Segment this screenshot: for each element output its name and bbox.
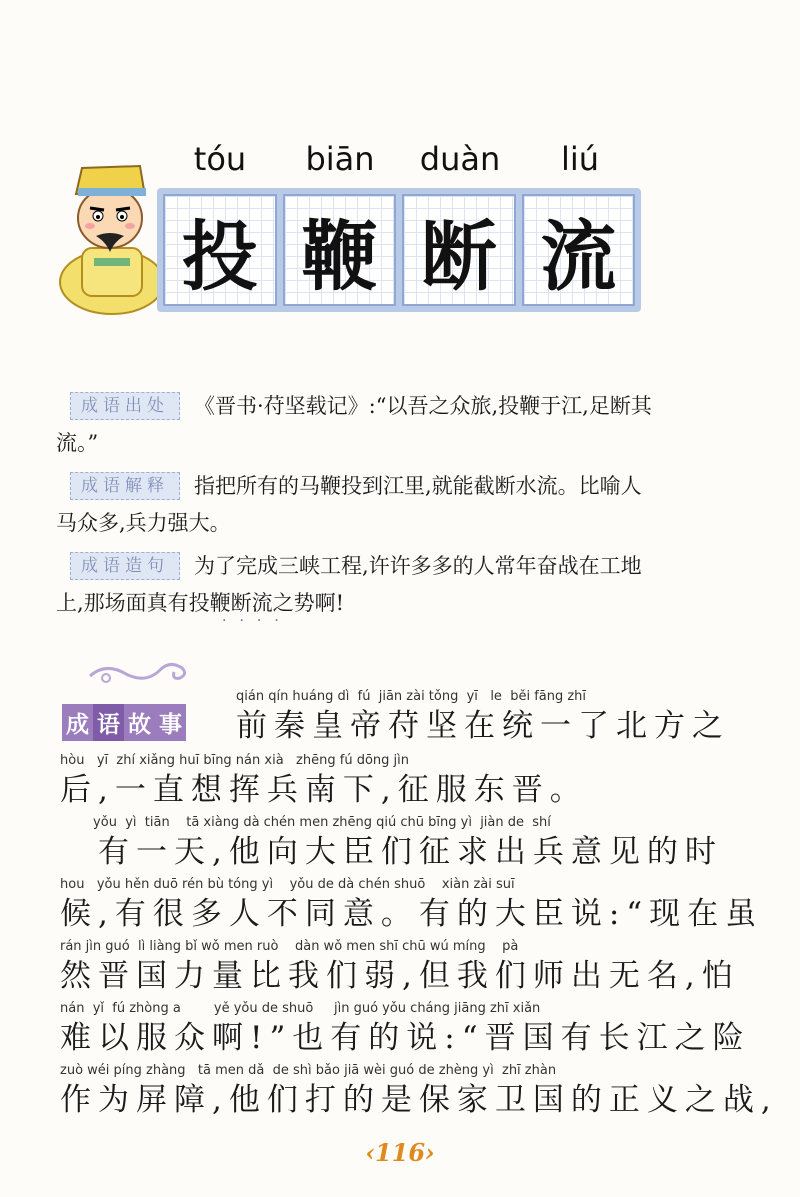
page-number-value: 116 [374, 1138, 426, 1167]
title-char: 流 [540, 211, 617, 301]
story-line [60, 1000, 751, 1058]
story-tag-char: 事 [155, 704, 186, 741]
title-pinyin-4: liú [560, 140, 600, 178]
story-line-pinyin: yǒu yì tiān tā xiàng dà chén men zhēng qiú chū bīng yì jiàn de shí [60, 815, 551, 830]
story-line-text: 前秦皇帝苻坚在统一了北方之 [236, 708, 730, 744]
emphasis-dots: ···· [222, 613, 292, 629]
story-line-text: 后,一直想挥兵南下,征服东晋。 [60, 772, 588, 808]
page-number-right-chevron-icon: › [425, 1138, 435, 1167]
story-line-pinyin: hou yǒu hěn duō rén bù tóng yì yǒu de dà chén shuō xiàn zài suī [60, 877, 515, 892]
story-line [236, 688, 730, 746]
example-tag: 成语造句 [70, 552, 180, 580]
story-line-pinyin: qián qín huáng dì fú jiān zài tǒng yī le běi fāng zhī [236, 689, 587, 704]
story-tag-char: 故 [124, 704, 155, 741]
title-pinyin [160, 140, 640, 184]
meaning-text-line2: 马众多,兵力强大。 [56, 511, 231, 535]
title-cell [163, 194, 277, 306]
story-line-pinyin: zuò wéi píng zhàng tā men dǎ de shì bǎo jiā wèi guó de zhèng yì zhī zhàn [60, 1063, 557, 1078]
idiom-example-section [56, 548, 710, 622]
example-text-line1: 为了完成三峡工程,许许多多的人常年奋战在工地 [194, 554, 642, 578]
idiom-source-section [56, 388, 710, 462]
cloud-swirl-icon [86, 654, 196, 688]
story-line-text: 难以服众啊!”也有的说:“晋国有长江之险 [60, 1020, 751, 1056]
page-number-left-chevron-icon: ‹ [365, 1138, 375, 1167]
title-char: 断 [420, 211, 497, 301]
story-line-pinyin: rán jìn guó lì liàng bǐ wǒ men ruò dàn wǒ men shī chū wú míng pà [60, 939, 519, 954]
title-pinyin-1: tóu [193, 140, 247, 178]
title-pinyin-3: duàn [419, 140, 501, 178]
title-pinyin-2: biān [305, 140, 375, 178]
title-char: 鞭 [301, 211, 378, 301]
story-line-pinyin: nán yǐ fú zhòng a yě yǒu de shuō jìn guó yǒu cháng jiāng zhī xiǎn [60, 1001, 541, 1016]
story-line-text: 有一天,他向大臣们征求出兵意见的时 [60, 834, 723, 870]
story-tag-char: 成 [62, 704, 93, 741]
source-text-line2: 流。” [56, 431, 99, 455]
story-line [60, 1062, 778, 1120]
story-line-pinyin: hòu yī zhí xiǎng huī bīng nán xià zhēng fú dōng jìn [60, 753, 409, 768]
story-line [60, 752, 710, 810]
story-line [60, 938, 740, 996]
story-line-text: 作为屏障,他们打的是保家卫国的正义之战, [60, 1082, 778, 1118]
meaning-text-line1: 指把所有的马鞭投到江里,就能截断水流。比喻人 [194, 474, 642, 498]
source-text-line1: 《晋书·苻坚载记》:“以吾之众旅,投鞭于江,足断其 [194, 394, 652, 418]
example-text-line2: 上,那场面真有投鞭断流之势啊! [56, 591, 345, 615]
title-cell [402, 194, 516, 306]
story-tag [62, 704, 186, 741]
story-line-text: 然晋国力量比我们弱,但我们师出无名,怕 [60, 958, 740, 994]
source-tag: 成语出处 [70, 392, 180, 420]
title-char: 投 [181, 211, 258, 301]
story-line [60, 814, 723, 872]
title-cell [522, 194, 636, 306]
story-line-text: 候,有很多人不同意。有的大臣说:“现在虽 [60, 896, 764, 932]
story-tag-char: 语 [93, 704, 124, 741]
official-character-illustration [52, 152, 170, 316]
meaning-tag: 成语解释 [70, 472, 180, 500]
idiom-title-frame [157, 188, 641, 312]
page-number [0, 1138, 800, 1167]
title-cell [283, 194, 397, 306]
idiom-meaning-section [56, 468, 710, 542]
story-line [60, 876, 764, 934]
